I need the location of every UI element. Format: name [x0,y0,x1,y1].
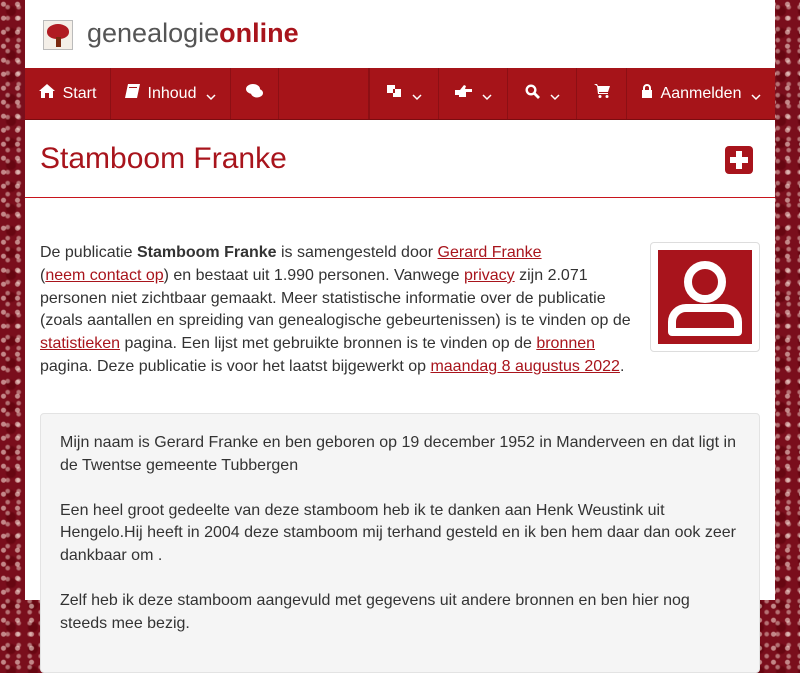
intro-text: De publicatie [40,244,137,261]
sources-link[interactable]: bronnen [536,335,596,353]
brand-name-plain: genealogie [87,18,220,48]
nav-aanmelden[interactable] [627,68,775,119]
contact-link[interactable]: neem contact op [45,266,164,284]
language-icon [386,83,402,104]
publication-name: Stamboom Franke [136,244,277,261]
author-link[interactable]: Gerard Franke [437,244,542,261]
main-navbar [25,68,775,120]
home-icon [39,84,55,103]
intro-text: ) en bestaat uit 1.990 personen. Vanwege [163,266,464,284]
cart-icon [594,84,610,103]
publication-intro [40,242,640,379]
lock-icon [641,84,653,103]
title-row [25,120,775,198]
page [25,0,775,632]
intro-text: ( [40,266,46,284]
last-updated-link[interactable]: maandag 8 augustus 2022 [430,357,620,375]
tree-logo-icon[interactable] [43,20,73,50]
brand-bar [25,0,775,68]
intro-text: pagina. Deze publicatie is voor het laatst bijgewerkt op [40,357,431,375]
chevron-down-icon [206,89,216,99]
book-icon [125,84,140,103]
author-biography [40,413,760,673]
nav-aanmelden-label: Aanmelden [660,84,742,102]
nav-forum[interactable] [231,68,279,119]
chevron-down-icon [412,89,422,99]
intro-text: pagina. Een lijst met gebruikte bronnen is te vinden op de [120,335,537,353]
nav-share[interactable] [439,68,508,119]
nav-spacer [279,68,369,119]
share-icon [455,84,472,103]
page-title: Stamboom Franke [40,142,287,175]
nav-inhoud[interactable] [111,68,231,119]
intro-text: zijn 2.071 personen niet zichtbaar gemaakt. Meer statistische informatie over de publicatie (zoals aantallen en spreiding van genealogische gebeurtenissen) is te vinden op de [40,266,631,330]
bio-paragraph: Mijn naam is Gerard Franke en ben geboren op 19 december 1952 in Manderveen en dat ligt in de Twentse gemeente Tubbergen [60,434,736,474]
plus-square-icon[interactable] [725,146,753,174]
nav-search[interactable] [508,68,577,119]
user-avatar-icon [658,250,752,344]
search-icon [525,84,540,104]
bio-paragraph: Een heel groot gedeelte van deze stamboom heb ik te danken aan Henk Weustink uit Hengelo.Hij heeft in 2004 deze stamboom mij terhand gesteld en ik ben hem daar dan ook zeer dankbaar om . [60,501,736,565]
nav-start[interactable] [25,68,111,119]
brand-name-bold: online [219,18,299,48]
chevron-down-icon [751,89,761,99]
avatar[interactable] [650,242,760,352]
statistics-link[interactable]: statistieken [40,335,121,353]
nav-cart[interactable] [577,68,627,119]
nav-language[interactable] [369,68,439,119]
nav-start-label: Start [62,84,97,102]
comments-icon [246,84,263,103]
intro-text: . [619,357,625,375]
intro-text: is samengesteld door [276,244,438,261]
chevron-down-icon [550,89,560,99]
chevron-down-icon [482,89,492,99]
site-logo[interactable] [87,18,299,49]
nav-inhoud-label: Inhoud [147,84,197,102]
bio-paragraph: Zelf heb ik deze stamboom aangevuld met gegevens uit andere bronnen en ben hier nog steeds mee bezig. [60,591,690,632]
privacy-link[interactable]: privacy [463,266,515,284]
